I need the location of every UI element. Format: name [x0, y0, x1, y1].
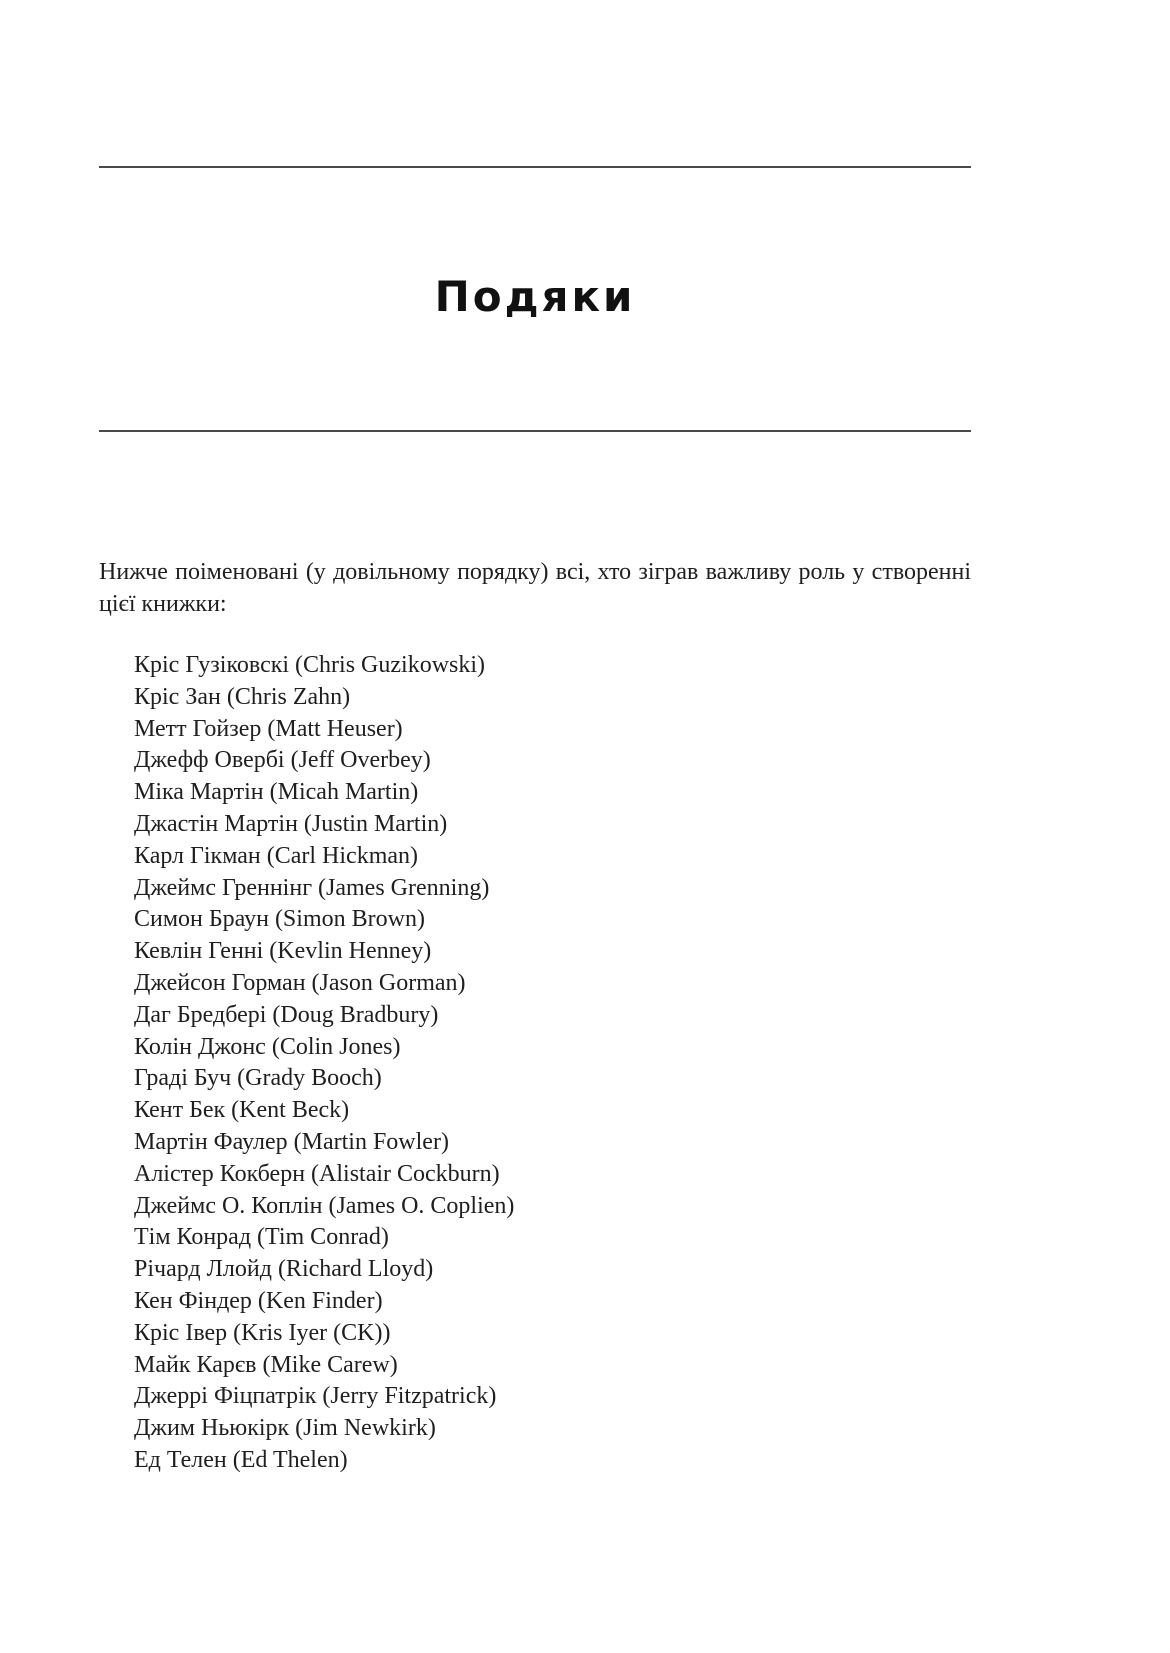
- list-item: Джеймс Греннінг (James Grenning): [134, 874, 490, 901]
- list-item: Джейсон Горман (Jason Gorman): [134, 969, 466, 996]
- list-item: Джеймс О. Коплін (James O. Coplien): [134, 1192, 515, 1219]
- list-item: Метт Гойзер (Matt Heuser): [134, 715, 403, 742]
- top-rule: [99, 166, 971, 168]
- acknowledgements-list: [134, 650, 514, 1477]
- list-item: Тім Конрад (Tim Conrad): [134, 1224, 389, 1251]
- list-item: Алістер Кокберн (Alistair Cockburn): [134, 1160, 500, 1187]
- list-item: Майк Карєв (Mike Carew): [134, 1351, 398, 1378]
- list-item: Кріс Зан (Chris Zahn): [134, 683, 351, 710]
- list-item: Кен Фіндер (Ken Finder): [134, 1287, 383, 1314]
- list-item: Джеррі Фіцпатрік (Jerry Fitzpatrick): [134, 1383, 497, 1410]
- page-title: Подяки: [434, 272, 636, 321]
- list-item: Симон Браун (Simon Brown): [134, 906, 425, 933]
- intro-paragraph: Нижче поіменовані (у довільному порядку) всі, хто зіграв важливу роль у створенні цієї книжки:: [99, 559, 971, 617]
- bottom-rule: [99, 430, 971, 432]
- list-item: Колін Джонс (Colin Jones): [134, 1033, 401, 1060]
- list-item: Карл Гікман (Carl Hickman): [134, 842, 419, 869]
- list-item: Мартін Фаулер (Martin Fowler): [134, 1128, 449, 1155]
- list-item: Джастін Мартін (Justin Martin): [134, 810, 448, 837]
- list-item: Кріс Івер (Kris Iyer (CK)): [134, 1319, 391, 1346]
- list-item: Кріс Гузіковскі (Chris Guzikowski): [134, 652, 486, 678]
- list-item: Даг Бредбері (Doug Bradbury): [134, 1001, 439, 1028]
- list-item: Кент Бек (Kent Beck): [134, 1097, 350, 1124]
- list-item: Міка Мартін (Micah Martin): [134, 779, 419, 806]
- list-item: Граді Буч (Grady Booch): [134, 1065, 382, 1092]
- list-item: Джефф Овербі (Jeff Overbey): [134, 747, 431, 774]
- list-item: Ед Телен (Ed Thelen): [134, 1446, 348, 1473]
- list-item: Річард Ллойд (Richard Lloyd): [134, 1256, 434, 1283]
- list-item: Кевлін Генні (Kevlin Henney): [134, 938, 432, 965]
- list-item: Джим Ньюкірк (Jim Newkirk): [134, 1415, 436, 1442]
